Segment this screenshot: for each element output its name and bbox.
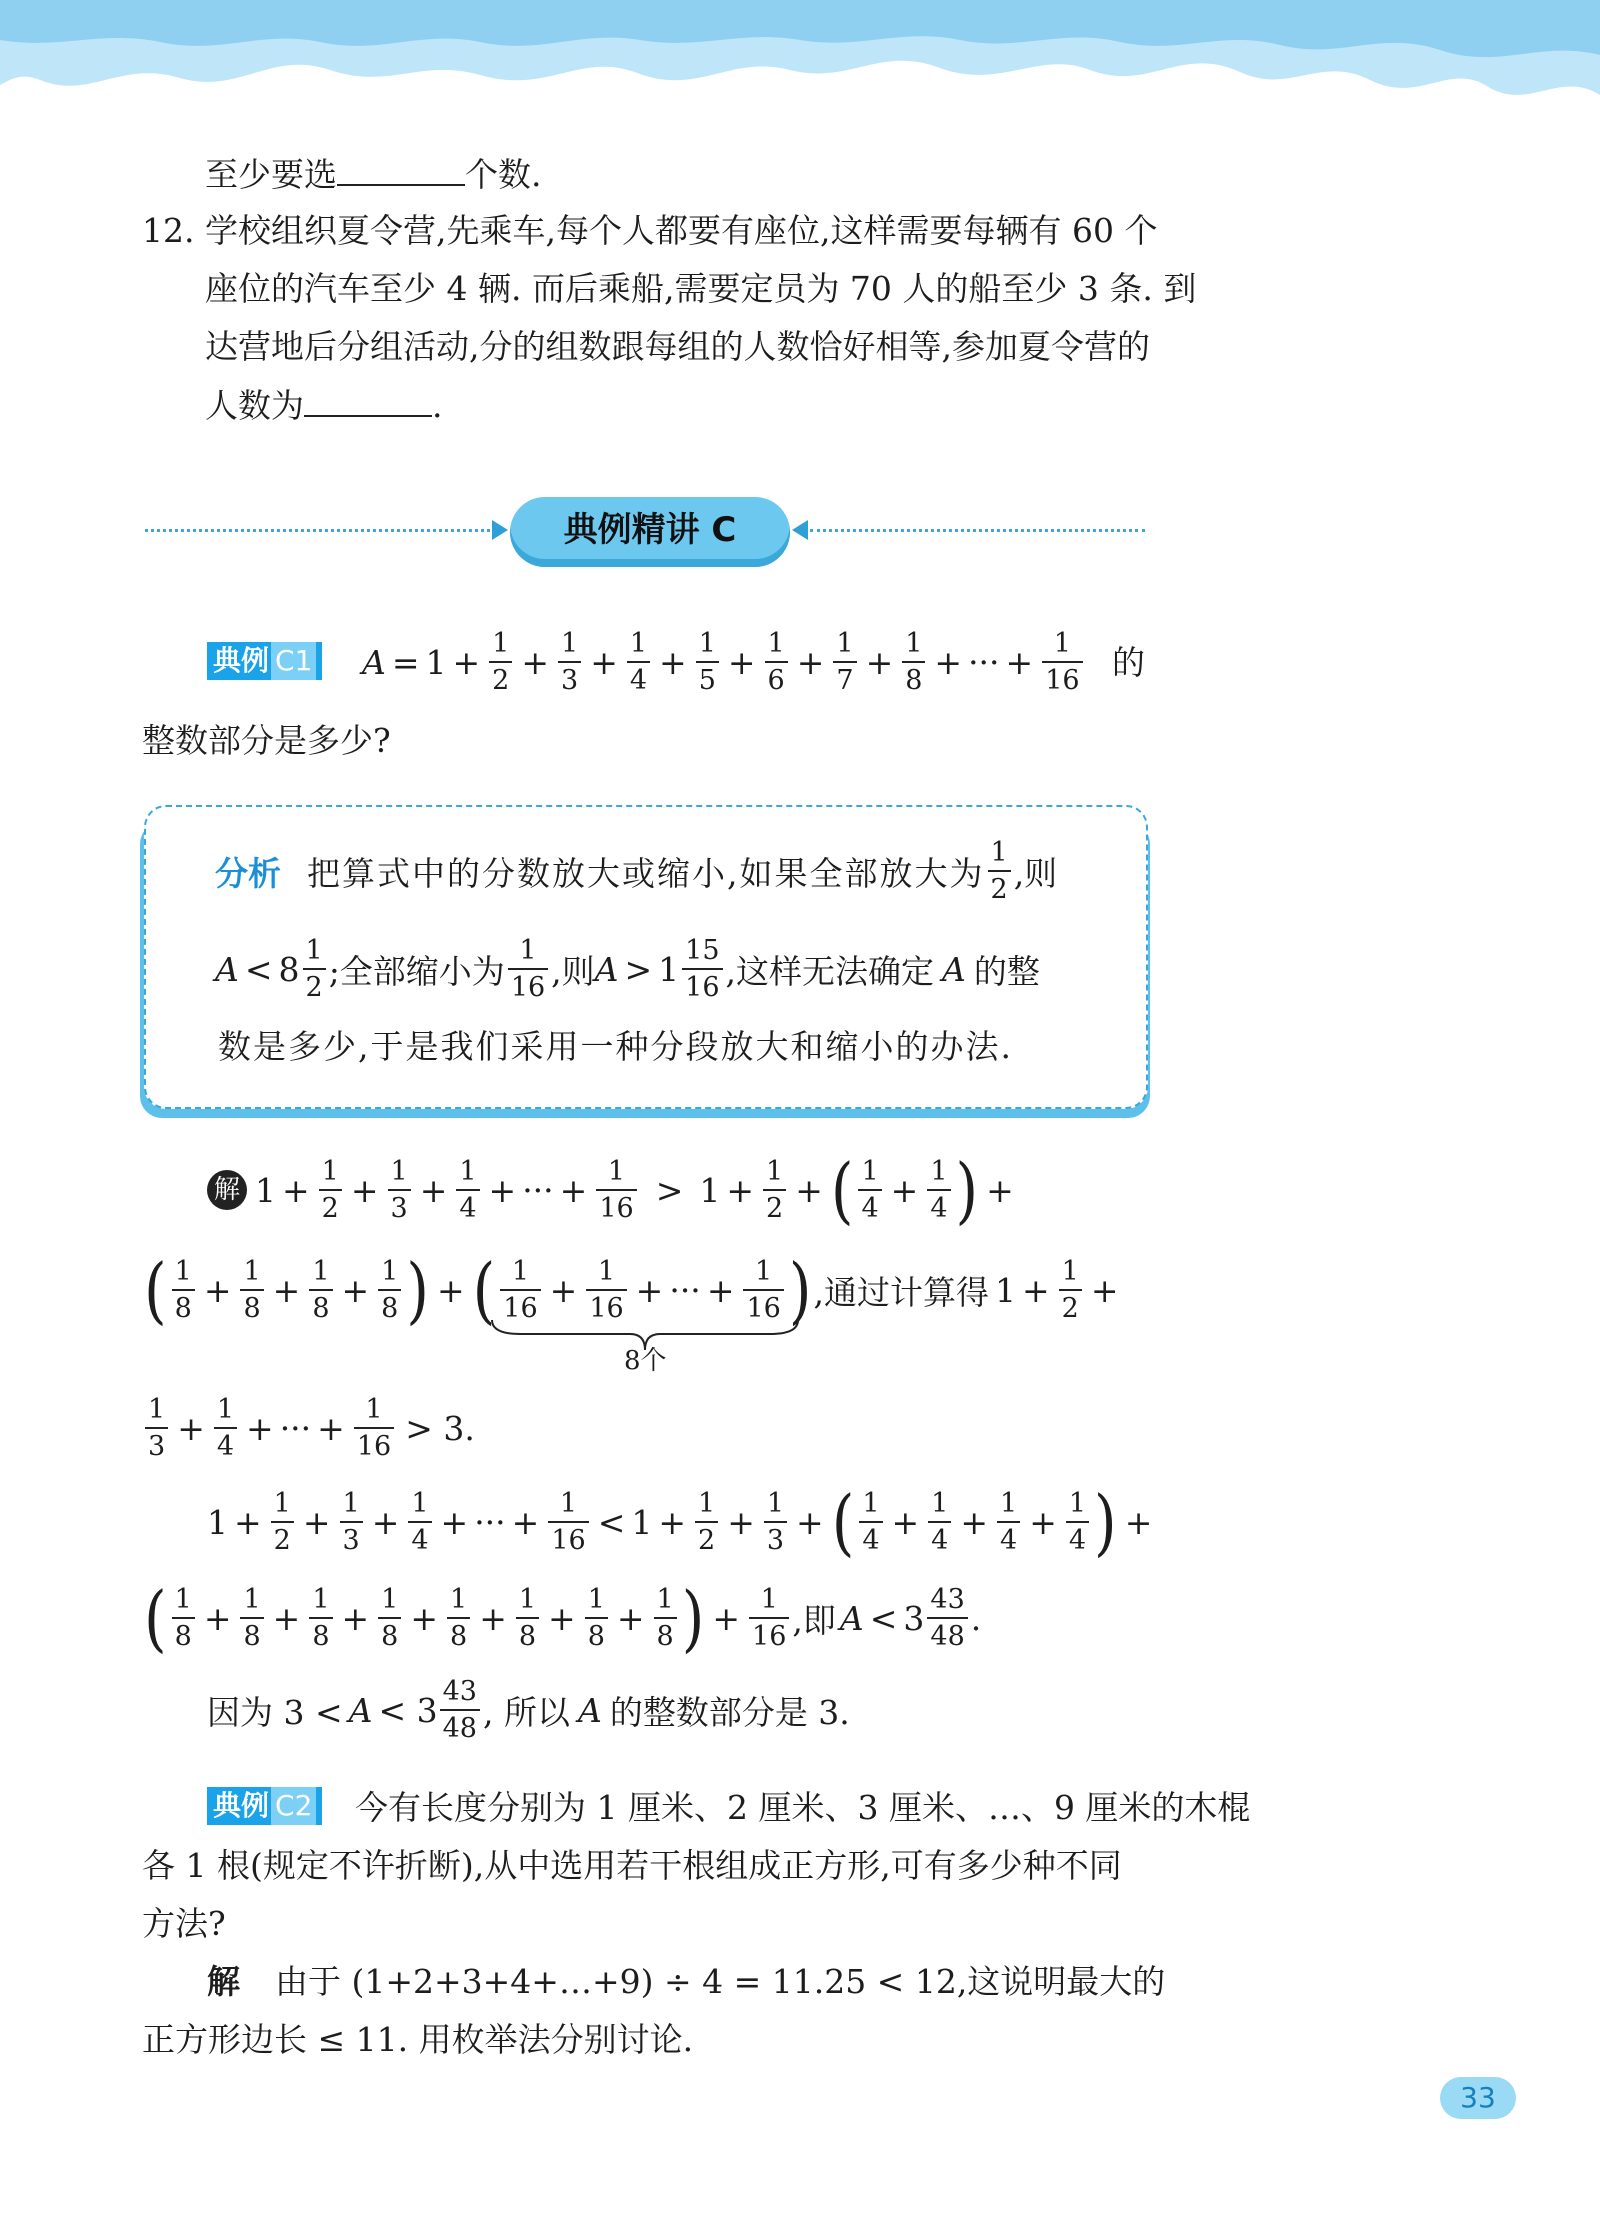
final-text-c: , 所以: [482, 1692, 570, 1732]
q12-prefix: 人数为: [205, 386, 304, 425]
divider-left: [145, 529, 490, 532]
c1-expression: [362, 624, 1086, 700]
page-number: 33: [1440, 2077, 1516, 2119]
plus-sign: +: [659, 642, 687, 682]
solution-badge: 解: [207, 1170, 247, 1210]
cloud-header-decoration: [0, 0, 1600, 150]
tag-label: 典例: [213, 1789, 270, 1822]
variable-a: A: [215, 949, 239, 989]
less-than: <: [244, 949, 273, 989]
tag-code: C1: [271, 642, 316, 680]
arrow-right-icon: [492, 520, 508, 540]
fraction-term: $\frac{1}{7}$: [833, 630, 856, 694]
c2-solution-line-2: 正方形边长 ≤ 11. 用枚举法分别讨论.: [142, 2020, 694, 2059]
c2-line-3: 方法?: [142, 1904, 226, 1943]
c1-line-2: 整数部分是多少?: [142, 721, 391, 760]
variable-a: A: [362, 642, 386, 682]
solution-line-2: ( $\frac{1}{8}$ + $\frac{1}{8}$ + $\frac{1}{8}$ + $\frac{1}{8}$ ) + ( $\frac{1}{16}$ + $\frac{1}{16}$ + ··· + $\frac{1}{16}$ ) ,通过计算得 1 + $\frac{1}{2}$ +: [144, 1247, 1119, 1333]
q12-number: 12.: [142, 211, 195, 250]
q12-suffix: .: [432, 386, 443, 425]
plus-sign: +: [865, 642, 894, 682]
fraction-term: $\frac{1}{8}$: [902, 630, 925, 694]
brace-label: 8个: [624, 1346, 667, 1376]
final-text-d: 的整数部分是 3.: [609, 1692, 850, 1732]
q12-line-4: [205, 386, 443, 425]
section-title: 典例精讲 C: [510, 497, 790, 567]
greater-than: >: [624, 949, 653, 989]
final-text-b: < 3: [378, 1690, 438, 1730]
variable-a: A: [942, 949, 966, 989]
plus-sign: +: [796, 642, 825, 682]
plus-sign: +: [727, 642, 756, 682]
c1-tail: 的: [1112, 643, 1145, 682]
analysis-text-3: ,则: [551, 951, 595, 991]
c2-solution-label: 解: [207, 1962, 240, 2001]
answer-blank[interactable]: [304, 387, 432, 417]
mixed-one-15-16: 1 $\frac{15}{16}$: [658, 937, 725, 1001]
solution-ineq-text: ,即: [792, 1600, 836, 1640]
divider-right: [810, 529, 1145, 532]
fraction-term: $\frac{1}{16}$: [1042, 630, 1082, 694]
c2-solution-line-1: 由于 (1+2+3+4+…+9) ÷ 4 = 11.25 < 12,这说明最大的: [275, 1962, 1166, 2001]
plus-sign: +: [452, 642, 481, 682]
tag-code: C2: [271, 1787, 316, 1825]
equals-sign: =: [391, 642, 420, 682]
analysis-line-2: [215, 932, 1040, 1006]
q12-line-3: 达营地后分组活动,分的组数跟每组的人数恰好相等,参加夏令营的: [205, 327, 1150, 366]
plus-sign: +: [521, 642, 549, 682]
plus-sign: +: [590, 642, 618, 682]
solution-line-4: 1 + $\frac{1}{2}$ + $\frac{1}{3}$ + $\frac{1}{4}$ + ··· + $\frac{1}{16}$ < 1 + $\frac{1}{2}$ + $\frac{1}{3}$ + ( $\frac{1}{4}$ + $\frac{1}{4}$ + $\frac{1}{4}$ + $\frac{1}{4}$ ) +: [207, 1479, 1153, 1565]
analysis-text-2: ;全部缩小为: [328, 951, 505, 991]
example-tag-c1: [207, 642, 322, 680]
analysis-text-1-end: ,则: [1013, 853, 1058, 893]
analysis-label: 分析: [215, 853, 281, 893]
plus-sign: +: [1005, 642, 1034, 682]
q11-tail: [205, 155, 542, 194]
ellipsis: ···: [968, 642, 1000, 682]
analysis-text-4: ,这样无法确定: [725, 951, 935, 991]
fraction-term: $\frac{1}{2}$: [489, 630, 512, 694]
fraction-term: $\frac{1}{4}$: [627, 630, 650, 694]
solution-line-6: 因为 3 < A < 3 $\frac{43}{48}$ , 所以 A 的整数部分是 3.: [207, 1676, 850, 1744]
analysis-text-1: 把算式中的分数放大或缩小,如果全部放大为: [307, 853, 985, 893]
q12-line-1: 学校组织夏令营,先乘车,每个人都要有座位,这样需要每辆有 60 个: [205, 211, 1158, 250]
q11-prefix: 至少要选: [205, 155, 337, 194]
solution-line-3: $\frac{1}{3}$ + $\frac{1}{4}$ + ··· + $\frac{1}{16}$ > 3.: [142, 1390, 475, 1466]
analysis-line-1: [215, 836, 1057, 906]
example-tag-c2: [207, 1787, 322, 1825]
solution-line-1: 1 + $\frac{1}{2}$ + $\frac{1}{3}$ + $\frac{1}{4}$ + ··· + $\frac{1}{16}$ > 1 + $\frac{1}{2}$ + ( $\frac{1}{4}$ + $\frac{1}{4}$ ) +: [255, 1147, 1014, 1233]
analysis-text-5: 的整: [973, 951, 1040, 991]
fraction-term: $\frac{1}{5}$: [696, 630, 719, 694]
tag-label: 典例: [213, 644, 270, 677]
arrow-left-icon: [792, 520, 808, 540]
fraction-half: $\frac{1}{2}$: [988, 839, 1011, 903]
mixed-eight-half: 8 $\frac{1}{2}$: [279, 937, 329, 1001]
solution-mid-text: ,通过计算得: [813, 1272, 989, 1312]
q12-line-2: 座位的汽车至少 4 辆. 而后乘船,需要定员为 70 人的船至少 3 条. 到: [205, 269, 1197, 308]
answer-blank[interactable]: [337, 156, 465, 186]
c2-line-1: 今有长度分别为 1 厘米、2 厘米、3 厘米、…、9 厘米的木棍: [355, 1788, 1251, 1827]
c2-line-2: 各 1 根(规定不许折断),从中选用若干根组成正方形,可有多少种不同: [142, 1846, 1122, 1885]
term-one: 1: [425, 642, 447, 682]
final-text-a: 因为 3 <: [207, 1692, 343, 1732]
fraction-sixteenth: $\frac{1}{16}$: [508, 937, 548, 1001]
q11-suffix: 个数.: [465, 155, 542, 194]
fraction-term: $\frac{1}{6}$: [765, 630, 788, 694]
solution-line-5: ( $\frac{1}{8}$ + $\frac{1}{8}$ + $\frac{1}{8}$ + $\frac{1}{8}$ + $\frac{1}{8}$ + $\frac{1}{8}$ + $\frac{1}{8}$ + $\frac{1}{8}$ ) + $\frac{1}{16}$ ,即 A < 3 $\frac{43}{48}$ .: [144, 1575, 982, 1661]
fraction-term: $\frac{1}{3}$: [558, 630, 581, 694]
conclusion-text: > 3.: [405, 1408, 475, 1448]
plus-sign: +: [934, 642, 963, 682]
analysis-line-3: 数是多少,于是我们采用一种分段放大和缩小的办法.: [218, 1027, 1013, 1066]
variable-a: A: [594, 949, 619, 989]
